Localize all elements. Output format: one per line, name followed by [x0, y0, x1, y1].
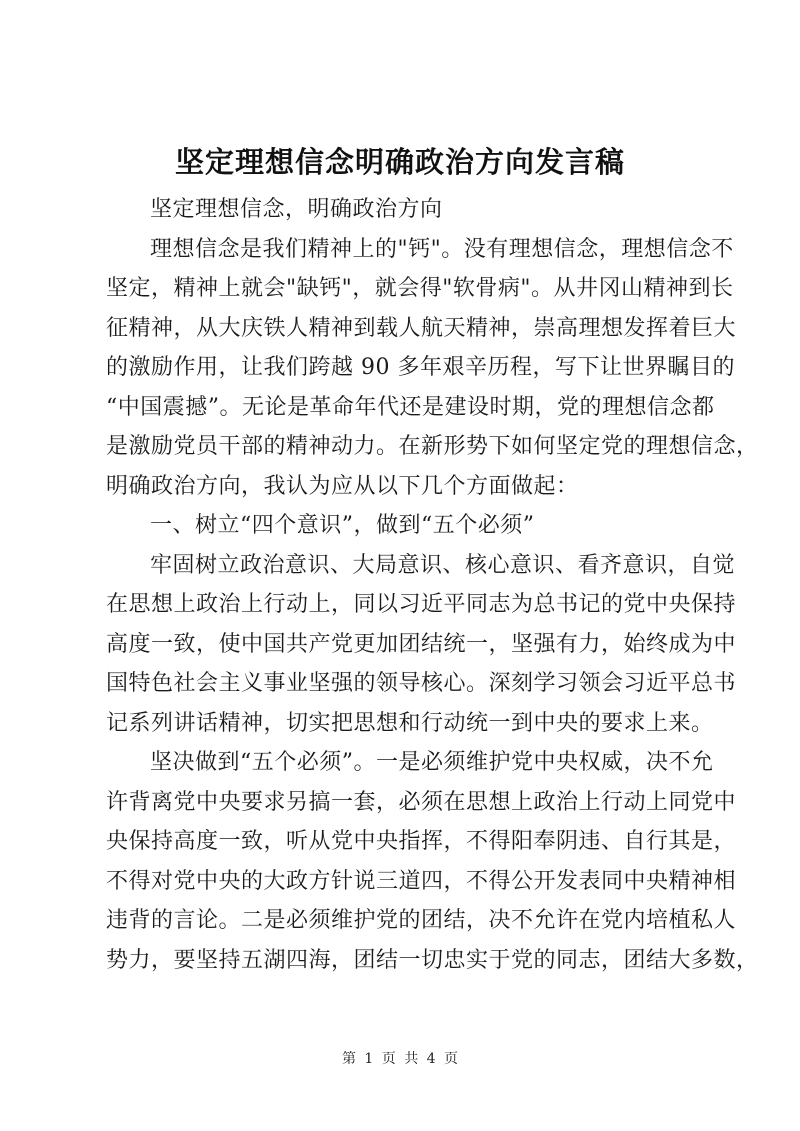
text-line: 高度一致，使中国共产党更加团结统一，坚强有力，始终成为中	[106, 631, 737, 657]
text-line: 违背的言论。二是必须维护党的团结，决不允许在党内培植私人	[106, 908, 737, 933]
text-line: 征精神，从大庆铁人精神到载人航天精神，崇高理想发挥着巨大	[106, 315, 737, 341]
page-footer: 第 1 页 共 4 页	[341, 1051, 459, 1067]
text-line: 坚定，精神上就会"缺钙"，就会得"软骨病"。从井冈山精神到长	[106, 276, 734, 301]
text-line: 央保持高度一致，听从党中央指挥，不得阳奉阴违、自行其是，	[106, 829, 737, 854]
text-line: 在思想上政治上行动上，同以习近平同志为总书记的党中央保持	[106, 592, 737, 617]
text-line: 许背离党中央要求另搞一套，必须在思想上政治上行动上同党中	[106, 789, 737, 815]
text-line: 国特色社会主义事业坚强的领导核心。深刻学习领会习近平总书	[106, 671, 737, 696]
text-line: 不得对党中央的大政方针说三道四，不得公开发表同中央精神相	[106, 868, 737, 894]
text-line: 坚决做到“五个必须”。一是必须维护党中央权威，决不允	[150, 750, 714, 775]
text-line: 坚定理想信念，明确政治方向	[150, 197, 443, 222]
text-line: 牢固树立政治意识、大局意识、核心意识、看齐意识，自觉	[150, 552, 736, 578]
text-line: 一、树立“四个意识”，做到“五个必须”	[150, 513, 535, 538]
text-line: 势力，要坚持五湖四海，团结一切忠实于党的同志，团结大多数，	[106, 947, 759, 973]
text-line: “中国震撼”。无论是革命年代还是建设时期，党的理想信念都	[106, 394, 715, 420]
text-line: 的激励作用，让我们跨越 90 多年艰辛历程，写下让世界瞩目的	[106, 355, 735, 380]
text-line: 是激励党员干部的精神动力。在新形势下如何坚定党的理想信念，	[106, 434, 759, 459]
text-line: 记系列讲话精神，切实把思想和行动统一到中央的要求上来。	[106, 710, 714, 736]
document-title: 坚定理想信念明确政治方向发言稿	[174, 145, 625, 179]
text-line: 理想信念是我们精神上的"钙"。没有理想信念，理想信念不	[150, 236, 734, 262]
text-line: 明确政治方向，我认为应从以下几个方面做起：	[106, 473, 579, 499]
document-body	[106, 190, 759, 980]
